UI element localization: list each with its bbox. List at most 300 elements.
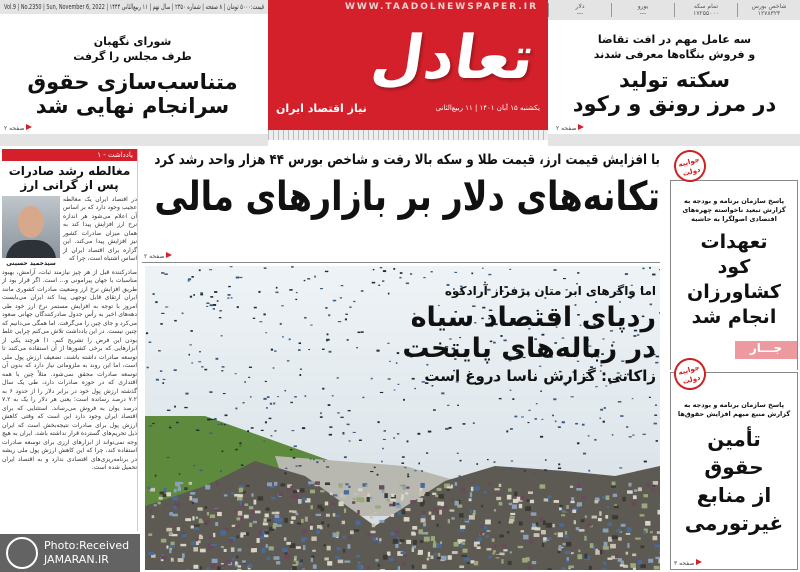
trash-speck bbox=[325, 482, 330, 485]
trash-speck bbox=[632, 501, 636, 506]
trash-speck bbox=[221, 546, 224, 548]
trash-speck bbox=[349, 535, 352, 538]
trash-speck bbox=[269, 546, 274, 550]
bird bbox=[402, 456, 405, 457]
trash-speck bbox=[376, 538, 378, 540]
trash-speck bbox=[598, 518, 602, 521]
trash-speck bbox=[311, 536, 316, 541]
trash-speck bbox=[300, 559, 303, 562]
trash-speck bbox=[387, 499, 390, 502]
trash-speck bbox=[317, 505, 322, 509]
bird bbox=[473, 422, 475, 424]
trash-speck bbox=[194, 525, 199, 527]
ticker-item: یورو --- bbox=[611, 3, 674, 17]
bird bbox=[169, 427, 171, 428]
trash-speck bbox=[594, 500, 598, 503]
bird bbox=[299, 342, 301, 344]
bird bbox=[382, 280, 384, 282]
trash-speck bbox=[421, 532, 425, 534]
bird bbox=[626, 426, 628, 428]
trash-speck bbox=[422, 564, 427, 568]
bird bbox=[281, 305, 284, 306]
bird bbox=[512, 398, 514, 400]
trash-speck bbox=[426, 492, 430, 496]
trash-speck bbox=[552, 524, 554, 527]
trash-speck bbox=[326, 514, 330, 517]
bird bbox=[215, 358, 218, 360]
bird bbox=[273, 367, 275, 368]
trash-speck bbox=[469, 498, 472, 501]
trash-speck bbox=[465, 519, 469, 521]
trash-speck bbox=[284, 537, 287, 540]
trash-speck bbox=[645, 483, 650, 486]
bird bbox=[259, 321, 262, 322]
lead-title: تکانه‌های دلار بر بازارهای مالی bbox=[154, 174, 661, 220]
trash-speck bbox=[375, 559, 378, 562]
ruler-decoration bbox=[268, 130, 548, 140]
bird bbox=[251, 427, 254, 428]
bird bbox=[599, 418, 601, 419]
trash-speck bbox=[402, 510, 406, 515]
bird bbox=[562, 421, 565, 423]
bird bbox=[333, 300, 336, 301]
opinion-column bbox=[2, 149, 138, 531]
page-reference[interactable]: صفحه ۲ bbox=[4, 124, 32, 132]
trash-speck bbox=[182, 534, 186, 537]
bird bbox=[219, 317, 222, 318]
bird bbox=[421, 470, 423, 471]
trash-speck bbox=[333, 513, 335, 516]
bird bbox=[239, 442, 241, 444]
trash-speck bbox=[554, 500, 559, 503]
trash-speck bbox=[603, 561, 606, 565]
bird bbox=[345, 314, 348, 315]
bird bbox=[275, 292, 278, 294]
bird bbox=[265, 332, 267, 333]
trash-speck bbox=[606, 495, 610, 500]
trash-speck bbox=[171, 558, 173, 561]
trash-speck bbox=[432, 493, 436, 495]
trash-speck bbox=[199, 536, 203, 539]
trash-speck bbox=[389, 558, 393, 561]
trash-speck bbox=[618, 537, 622, 540]
bird bbox=[320, 288, 323, 289]
trash-speck bbox=[398, 566, 400, 570]
trash-speck bbox=[169, 532, 172, 535]
trash-speck bbox=[316, 530, 320, 534]
page-reference[interactable]: صفحه ۲ bbox=[144, 252, 172, 260]
trash-speck bbox=[284, 554, 290, 559]
bird bbox=[600, 409, 603, 411]
trash-speck bbox=[251, 493, 253, 496]
bird bbox=[196, 430, 199, 431]
trash-speck bbox=[485, 535, 489, 537]
opinion-title[interactable]: مغالطه رشد صادرات bbox=[8, 164, 131, 178]
trash-speck bbox=[542, 543, 544, 547]
trash-speck bbox=[267, 482, 272, 486]
bird bbox=[200, 470, 203, 471]
bird bbox=[217, 300, 219, 301]
stamp-badge: جوابیه دولت bbox=[670, 354, 709, 393]
trash-speck bbox=[640, 545, 644, 548]
story-title: سکته تولید bbox=[618, 68, 731, 92]
bird bbox=[594, 439, 596, 441]
bird bbox=[471, 273, 473, 275]
trash-speck bbox=[547, 537, 552, 540]
trash-speck bbox=[530, 500, 534, 503]
trash-speck bbox=[584, 536, 586, 541]
trash-speck bbox=[546, 523, 552, 528]
bird bbox=[227, 297, 229, 298]
trash-speck bbox=[577, 554, 582, 559]
bird bbox=[293, 457, 296, 459]
bird bbox=[146, 332, 148, 334]
trash-speck bbox=[503, 549, 507, 551]
story-title: تعهدات کود کشاورزان انجام شد bbox=[687, 231, 781, 328]
trash-speck bbox=[344, 560, 350, 562]
trash-speck bbox=[564, 535, 568, 538]
trash-speck bbox=[357, 510, 359, 514]
trash-speck bbox=[585, 516, 587, 518]
trash-speck bbox=[604, 542, 608, 547]
bird bbox=[536, 403, 538, 404]
trash-speck bbox=[302, 497, 307, 500]
bird bbox=[287, 360, 290, 361]
trash-speck bbox=[300, 562, 303, 566]
bird bbox=[209, 433, 212, 434]
bird bbox=[458, 475, 461, 476]
bird bbox=[340, 297, 342, 298]
trash-speck bbox=[418, 550, 423, 555]
trash-speck bbox=[182, 553, 185, 558]
bird bbox=[344, 456, 347, 458]
trash-speck bbox=[403, 486, 406, 490]
trash-speck bbox=[282, 548, 288, 552]
bird bbox=[236, 277, 239, 279]
trash-speck bbox=[479, 532, 482, 536]
trash-speck bbox=[267, 557, 271, 561]
trash-speck bbox=[420, 503, 424, 507]
trash-speck bbox=[633, 495, 637, 499]
trash-speck bbox=[295, 513, 298, 515]
trash-speck bbox=[367, 497, 370, 502]
trash-speck bbox=[161, 539, 167, 543]
bird bbox=[299, 374, 301, 376]
bird bbox=[510, 468, 513, 469]
bird bbox=[341, 285, 344, 286]
bird bbox=[164, 273, 167, 275]
watermark-logo bbox=[6, 537, 38, 569]
trash-speck bbox=[438, 553, 440, 557]
bird bbox=[304, 280, 306, 281]
bird bbox=[535, 418, 537, 420]
bird bbox=[247, 430, 249, 432]
bird bbox=[322, 349, 325, 350]
website-url[interactable]: WWW.TAADOLNEWSPAPER.IR bbox=[344, 2, 538, 12]
bird bbox=[200, 292, 202, 294]
trash-speck bbox=[161, 556, 166, 559]
trash-speck bbox=[431, 556, 434, 559]
trash-speck bbox=[214, 509, 218, 512]
trash-speck bbox=[536, 522, 539, 525]
trash-speck bbox=[209, 536, 213, 538]
trash-speck bbox=[499, 484, 502, 487]
bird bbox=[294, 445, 297, 447]
trash-speck bbox=[190, 492, 195, 495]
trash-speck bbox=[413, 540, 417, 545]
trash-speck bbox=[249, 523, 252, 527]
bird bbox=[551, 474, 553, 475]
trash-speck bbox=[429, 512, 432, 515]
bird bbox=[316, 461, 318, 463]
trash-speck bbox=[654, 544, 658, 547]
trash-speck bbox=[235, 561, 237, 564]
trash-speck bbox=[293, 490, 297, 493]
trash-speck bbox=[205, 485, 210, 490]
trash-speck bbox=[170, 545, 175, 548]
trash-speck bbox=[467, 562, 470, 564]
bird bbox=[656, 356, 659, 358]
overlay-tag: جـــار bbox=[735, 341, 797, 359]
bird bbox=[603, 421, 605, 423]
trash-speck bbox=[178, 487, 181, 491]
bird bbox=[200, 294, 203, 296]
trash-speck bbox=[603, 546, 609, 550]
bird bbox=[625, 273, 628, 275]
trash-speck bbox=[370, 531, 375, 534]
trash-speck bbox=[344, 508, 346, 512]
bird bbox=[258, 291, 260, 293]
bird bbox=[250, 396, 252, 397]
bird bbox=[284, 390, 286, 391]
trash-speck bbox=[196, 517, 198, 519]
trash-speck bbox=[311, 555, 314, 557]
bird bbox=[213, 308, 215, 310]
trash-speck bbox=[421, 515, 426, 518]
trash-speck bbox=[240, 501, 242, 506]
bird bbox=[220, 470, 222, 472]
trash-speck bbox=[412, 546, 416, 549]
trash-speck bbox=[379, 541, 381, 544]
trash-speck bbox=[316, 514, 321, 516]
trash-speck bbox=[348, 486, 350, 488]
top-left-story[interactable] bbox=[0, 16, 265, 132]
bird bbox=[149, 342, 152, 343]
trash-speck bbox=[562, 548, 564, 551]
trash-speck bbox=[184, 487, 187, 490]
bird bbox=[235, 408, 237, 410]
trash-speck bbox=[347, 544, 350, 548]
bird bbox=[349, 440, 351, 441]
trash-speck bbox=[345, 483, 348, 485]
bird bbox=[277, 396, 279, 397]
trash-speck bbox=[239, 488, 243, 493]
bird bbox=[460, 460, 462, 462]
trash-speck bbox=[412, 565, 414, 569]
bird bbox=[326, 339, 329, 341]
trash-speck bbox=[342, 535, 346, 538]
trash-speck bbox=[320, 527, 323, 530]
bird bbox=[554, 269, 557, 270]
trash-speck bbox=[613, 494, 617, 497]
trash-speck bbox=[356, 497, 361, 501]
bird bbox=[276, 287, 278, 289]
trash-speck bbox=[540, 484, 546, 488]
trash-speck bbox=[393, 539, 398, 544]
trash-speck bbox=[544, 498, 548, 501]
divider-strip bbox=[548, 134, 800, 146]
trash-speck bbox=[498, 521, 500, 523]
bird bbox=[325, 307, 327, 309]
bird bbox=[381, 461, 383, 463]
bird bbox=[239, 277, 242, 278]
bird bbox=[642, 434, 645, 435]
bird bbox=[189, 344, 192, 345]
bird bbox=[499, 398, 502, 399]
trash-speck bbox=[494, 544, 496, 548]
bird bbox=[510, 390, 512, 391]
trash-speck bbox=[148, 552, 153, 555]
right-column-story-2[interactable] bbox=[670, 372, 798, 570]
bird bbox=[383, 439, 386, 440]
stamp-badge: جوابیه دولت bbox=[670, 146, 709, 185]
bird bbox=[271, 435, 273, 436]
bird bbox=[328, 314, 330, 316]
bird bbox=[404, 467, 406, 468]
trash-speck bbox=[267, 519, 271, 521]
story-kicker: پاسخ سازمان برنامه و بودجه به گزارش منبع مبهم افزایش حقوق‌ها bbox=[677, 401, 791, 418]
ticker-item: دلار --- bbox=[548, 3, 611, 17]
trash-speck bbox=[390, 498, 396, 501]
bird bbox=[223, 393, 226, 394]
trash-speck bbox=[301, 519, 304, 523]
trash-speck bbox=[570, 501, 574, 503]
bird bbox=[612, 434, 614, 435]
right-column-story-1[interactable] bbox=[670, 180, 798, 370]
bird bbox=[174, 320, 176, 322]
trash-speck bbox=[499, 553, 504, 556]
bird bbox=[285, 472, 287, 474]
bird bbox=[308, 349, 310, 350]
trash-speck bbox=[457, 505, 462, 508]
bird bbox=[393, 437, 395, 438]
bird bbox=[370, 471, 373, 472]
trash-speck bbox=[313, 564, 317, 568]
trash-speck bbox=[488, 556, 491, 559]
bird bbox=[482, 268, 484, 269]
story-kicker: پاسخ سازمان برنامه و بودجه به گزارش تبعید ناخواسته چهره‌های اقتصادی اصولگرا به حاشیه bbox=[682, 197, 786, 223]
trash-speck bbox=[197, 507, 202, 510]
bird bbox=[393, 268, 395, 270]
bird bbox=[359, 440, 362, 441]
bird bbox=[225, 414, 228, 416]
bird bbox=[210, 296, 213, 298]
trash-speck bbox=[177, 527, 180, 531]
trash-speck bbox=[510, 513, 515, 515]
page-reference[interactable]: صفحه ۳ bbox=[674, 559, 702, 567]
page-reference[interactable]: صفحه ۲ bbox=[556, 124, 584, 132]
trash-speck bbox=[612, 515, 618, 519]
landfill-photo[interactable] bbox=[145, 266, 660, 570]
bird bbox=[329, 426, 332, 427]
trash-speck bbox=[495, 555, 500, 557]
story-title: در مرز رونق و رکود bbox=[572, 92, 777, 117]
trash-speck bbox=[398, 511, 401, 514]
bird bbox=[206, 306, 208, 307]
bird bbox=[582, 424, 585, 426]
bird bbox=[447, 405, 449, 406]
trash-speck bbox=[657, 510, 660, 515]
bird bbox=[189, 354, 191, 356]
trash-speck bbox=[439, 494, 444, 499]
trash-speck bbox=[653, 536, 658, 541]
trash-speck bbox=[301, 537, 305, 542]
bird bbox=[206, 302, 209, 304]
trash-speck bbox=[265, 513, 269, 517]
trash-speck bbox=[284, 518, 288, 523]
trash-speck bbox=[231, 492, 234, 495]
story-kicker: شورای نگهبان bbox=[93, 35, 172, 48]
bird bbox=[162, 382, 164, 384]
bird bbox=[271, 349, 273, 351]
trash-speck bbox=[558, 551, 561, 553]
top-right-story[interactable] bbox=[552, 22, 797, 132]
trash-speck bbox=[541, 530, 546, 534]
trash-speck bbox=[424, 537, 430, 542]
trash-speck bbox=[474, 542, 480, 545]
trash-speck bbox=[255, 511, 261, 514]
trash-speck bbox=[246, 485, 249, 487]
trash-speck bbox=[548, 495, 552, 498]
trash-speck bbox=[401, 552, 407, 554]
trash-speck bbox=[200, 566, 202, 569]
bird bbox=[254, 307, 257, 309]
trash-speck bbox=[481, 505, 483, 508]
bird bbox=[222, 366, 225, 368]
trash-speck bbox=[224, 528, 230, 530]
bird bbox=[280, 323, 282, 325]
bird bbox=[291, 266, 293, 268]
masthead bbox=[268, 0, 548, 140]
trash-speck bbox=[198, 540, 201, 543]
trash-speck bbox=[258, 496, 264, 500]
bird bbox=[577, 442, 579, 444]
issue-info-strip bbox=[0, 0, 268, 14]
trash-speck bbox=[474, 561, 478, 565]
section-label: یادداشت - ۱ bbox=[2, 149, 137, 161]
trash-speck bbox=[565, 509, 569, 511]
bird bbox=[320, 416, 323, 418]
trash-speck bbox=[379, 538, 381, 541]
trash-speck bbox=[626, 533, 631, 535]
trash-speck bbox=[614, 506, 619, 508]
trash-speck bbox=[461, 539, 466, 541]
trash-speck bbox=[172, 497, 178, 501]
lead-story[interactable] bbox=[144, 152, 660, 262]
trash-speck bbox=[493, 550, 496, 552]
trash-speck bbox=[437, 557, 441, 559]
bird bbox=[407, 473, 409, 474]
trash-speck bbox=[321, 521, 324, 524]
persian-date: یکشنبه ۱۵ آبان ۱۴۰۱ | ۱۱ ربیع‌الثانی bbox=[435, 104, 540, 112]
bird bbox=[329, 434, 332, 436]
trash-speck bbox=[338, 501, 343, 506]
bird bbox=[514, 416, 517, 418]
bird bbox=[337, 377, 339, 378]
bird bbox=[553, 398, 556, 400]
trash-speck bbox=[202, 517, 204, 520]
bird bbox=[209, 391, 212, 392]
